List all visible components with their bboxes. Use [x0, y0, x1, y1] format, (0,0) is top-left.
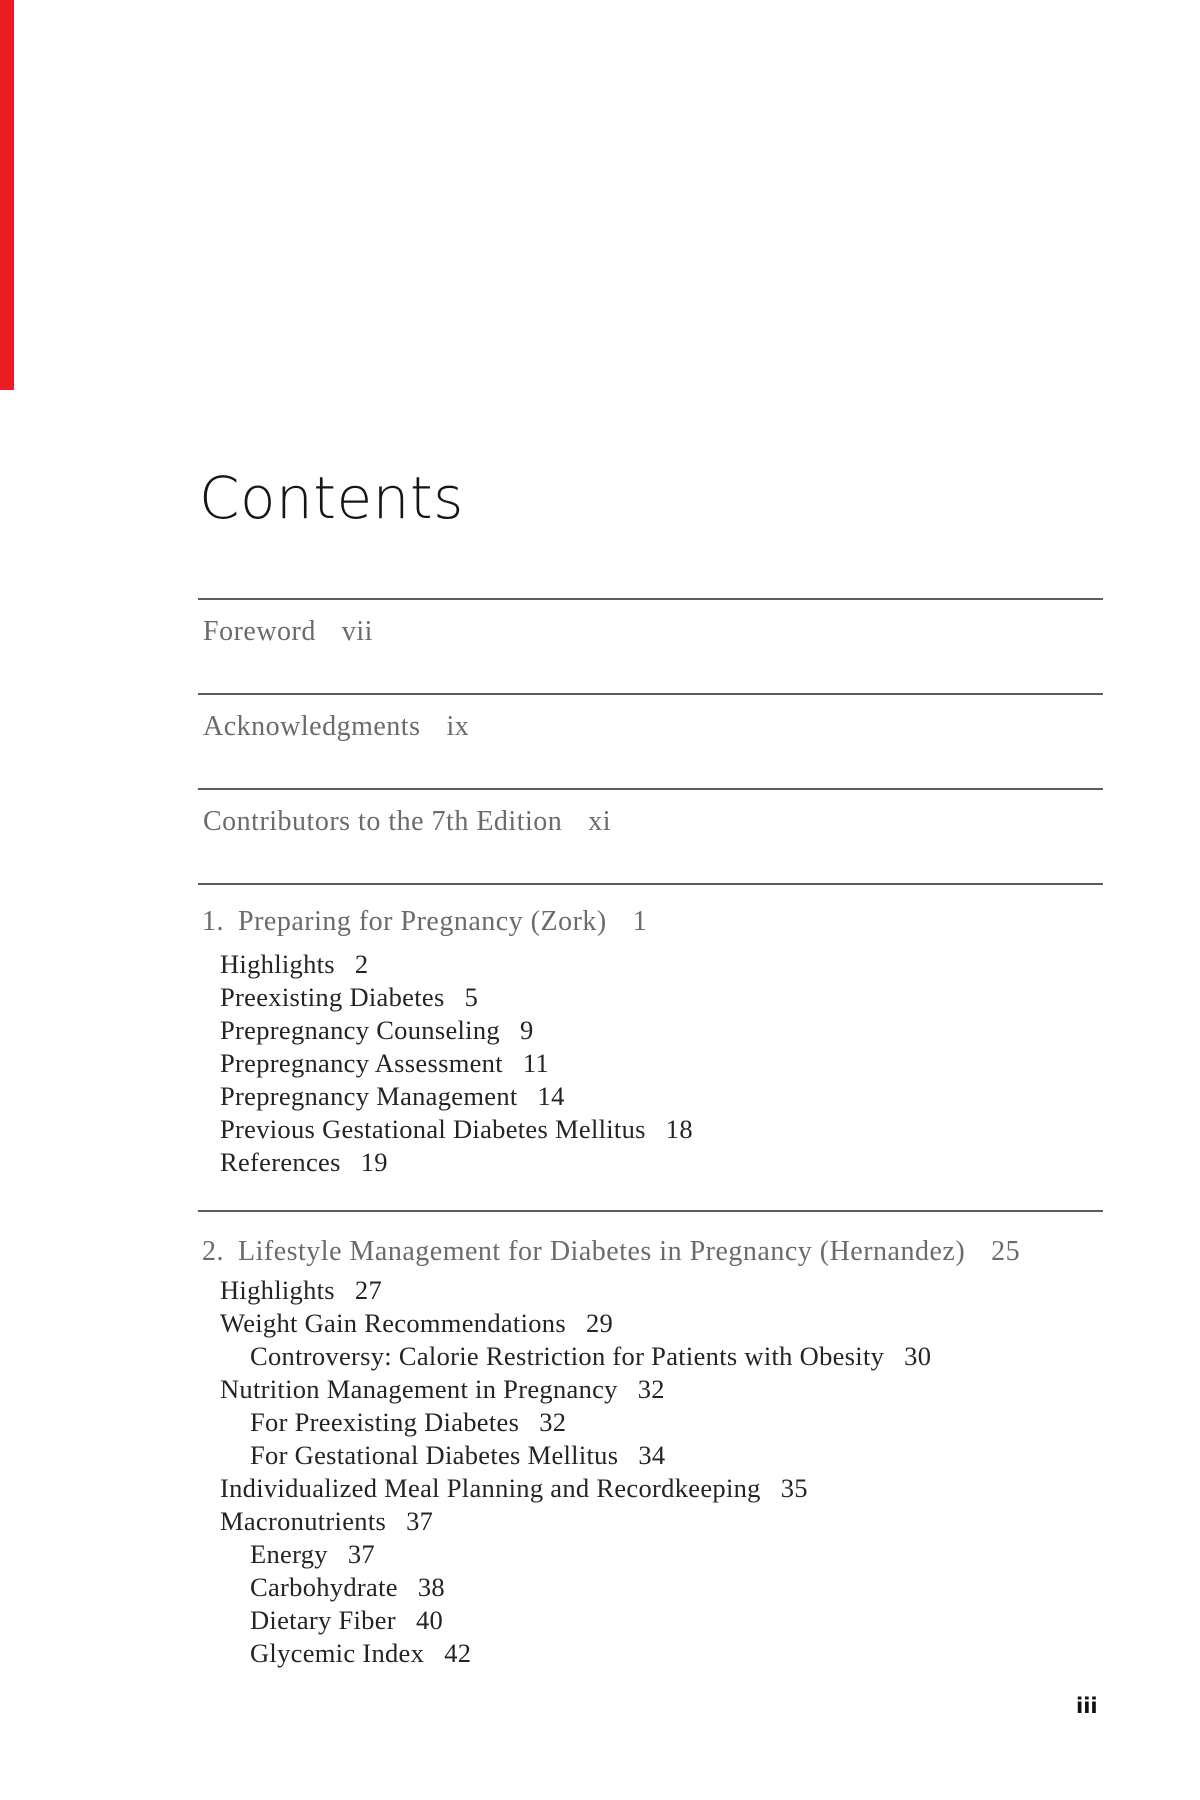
chapter-section: [198, 883, 1103, 1210]
front-matter-row: [198, 788, 1103, 883]
chapter-title: Preparing for Pregnancy (Zork): [238, 906, 607, 937]
toc-entry: [198, 1080, 1103, 1113]
toc-entry: [198, 1373, 1103, 1406]
chapter-page-number: 1: [632, 906, 648, 937]
chapter-entries: [198, 948, 1103, 1179]
entry-page-number: 2: [354, 949, 369, 979]
entry-page-number: 19: [360, 1147, 388, 1177]
entry-label: For Preexisting Diabetes: [250, 1407, 520, 1437]
toc-entry: [198, 948, 1103, 981]
toc-entry: [198, 1538, 1103, 1571]
entry-label: Energy: [250, 1539, 328, 1569]
red-edge-accent-bar: [0, 0, 14, 390]
entry-page-number: 9: [519, 1015, 534, 1045]
entry-page-number: 30: [904, 1341, 932, 1371]
entry-label: For Gestational Diabetes Mellitus: [250, 1440, 619, 1470]
entry-page-number: 32: [637, 1374, 665, 1404]
entry-label: Contributors to the 7th Edition: [203, 806, 563, 837]
toc-entry: [203, 713, 1103, 741]
toc-entry: [198, 1113, 1103, 1146]
chapter-section: [198, 1210, 1103, 1670]
chapter-heading: [198, 1238, 1103, 1266]
entry-label: Controversy: Calorie Restriction for Patients with Obesity: [250, 1341, 885, 1371]
toc-entry: [198, 1146, 1103, 1179]
front-matter-row: [198, 693, 1103, 788]
entry-page-number: 42: [444, 1638, 472, 1668]
folio-page-number: iii: [1076, 1694, 1098, 1718]
entry-page-number: 11: [522, 1048, 550, 1078]
toc-entry: [198, 1604, 1103, 1637]
chapter-entries: [198, 1274, 1103, 1670]
toc-entry: [198, 1637, 1103, 1670]
entry-page-number: ix: [446, 711, 470, 742]
entry-page-number: 35: [780, 1473, 808, 1503]
chapter-number: 1.: [202, 906, 224, 937]
entry-page-number: 14: [537, 1081, 565, 1111]
toc-entry: [198, 1014, 1103, 1047]
entry-page-number: 37: [406, 1506, 434, 1536]
entry-page-number: 5: [464, 982, 479, 1012]
entry-page-number: 18: [665, 1114, 693, 1144]
page-title: Contents: [199, 463, 464, 532]
toc-entry: [198, 1047, 1103, 1080]
entry-label: Macronutrients: [220, 1506, 387, 1536]
toc-entry: [198, 1505, 1103, 1538]
entry-label: Preexisting Diabetes: [220, 982, 445, 1012]
entry-label: Individualized Meal Planning and Recordkeeping: [220, 1473, 761, 1503]
entry-label: Foreword: [203, 616, 316, 647]
chapter-number: 2.: [202, 1236, 224, 1267]
entry-label: Prepregnancy Management: [220, 1081, 518, 1111]
front-matter-row: [198, 598, 1103, 693]
entry-label: Nutrition Management in Pregnancy: [220, 1374, 618, 1404]
chapter-title: Lifestyle Management for Diabetes in Pregnancy (Hernandez): [238, 1236, 966, 1267]
chapter-heading: [198, 908, 1103, 936]
entry-label: Previous Gestational Diabetes Mellitus: [220, 1114, 646, 1144]
entry-label: Glycemic Index: [250, 1638, 425, 1668]
entry-label: Acknowledgments: [203, 711, 421, 742]
entry-page-number: 40: [415, 1605, 444, 1635]
table-of-contents: [198, 598, 1103, 1670]
entry-label: Highlights: [220, 949, 335, 979]
toc-entry: [198, 1472, 1103, 1505]
entry-label: Weight Gain Recommendations: [220, 1308, 566, 1338]
toc-entry: [198, 1307, 1103, 1340]
entry-label: Highlights: [220, 1275, 335, 1305]
entry-page-number: vii: [341, 616, 373, 647]
entry-page-number: 34: [638, 1440, 666, 1470]
entry-page-number: 27: [354, 1275, 383, 1305]
entry-page-number: 29: [585, 1308, 614, 1338]
entry-label: Carbohydrate: [250, 1572, 398, 1602]
toc-entry: [203, 808, 1103, 836]
toc-entry: [198, 1571, 1103, 1604]
entry-page-number: 38: [417, 1572, 445, 1602]
entry-label: Prepregnancy Counseling: [220, 1015, 500, 1045]
chapter-page-number: 25: [991, 1236, 1021, 1267]
entry-page-number: 32: [539, 1407, 567, 1437]
entry-label: Prepregnancy Assessment: [220, 1048, 503, 1078]
entry-label: Dietary Fiber: [250, 1605, 396, 1635]
entry-page-number: xi: [588, 806, 612, 837]
toc-entry: [203, 618, 1103, 646]
toc-entry: [198, 981, 1103, 1014]
toc-entry: [198, 1340, 1103, 1373]
entry-page-number: 37: [347, 1539, 375, 1569]
entry-label: References: [220, 1147, 341, 1177]
toc-entry: [198, 1274, 1103, 1307]
toc-entry: [198, 1406, 1103, 1439]
toc-entry: [198, 1439, 1103, 1472]
